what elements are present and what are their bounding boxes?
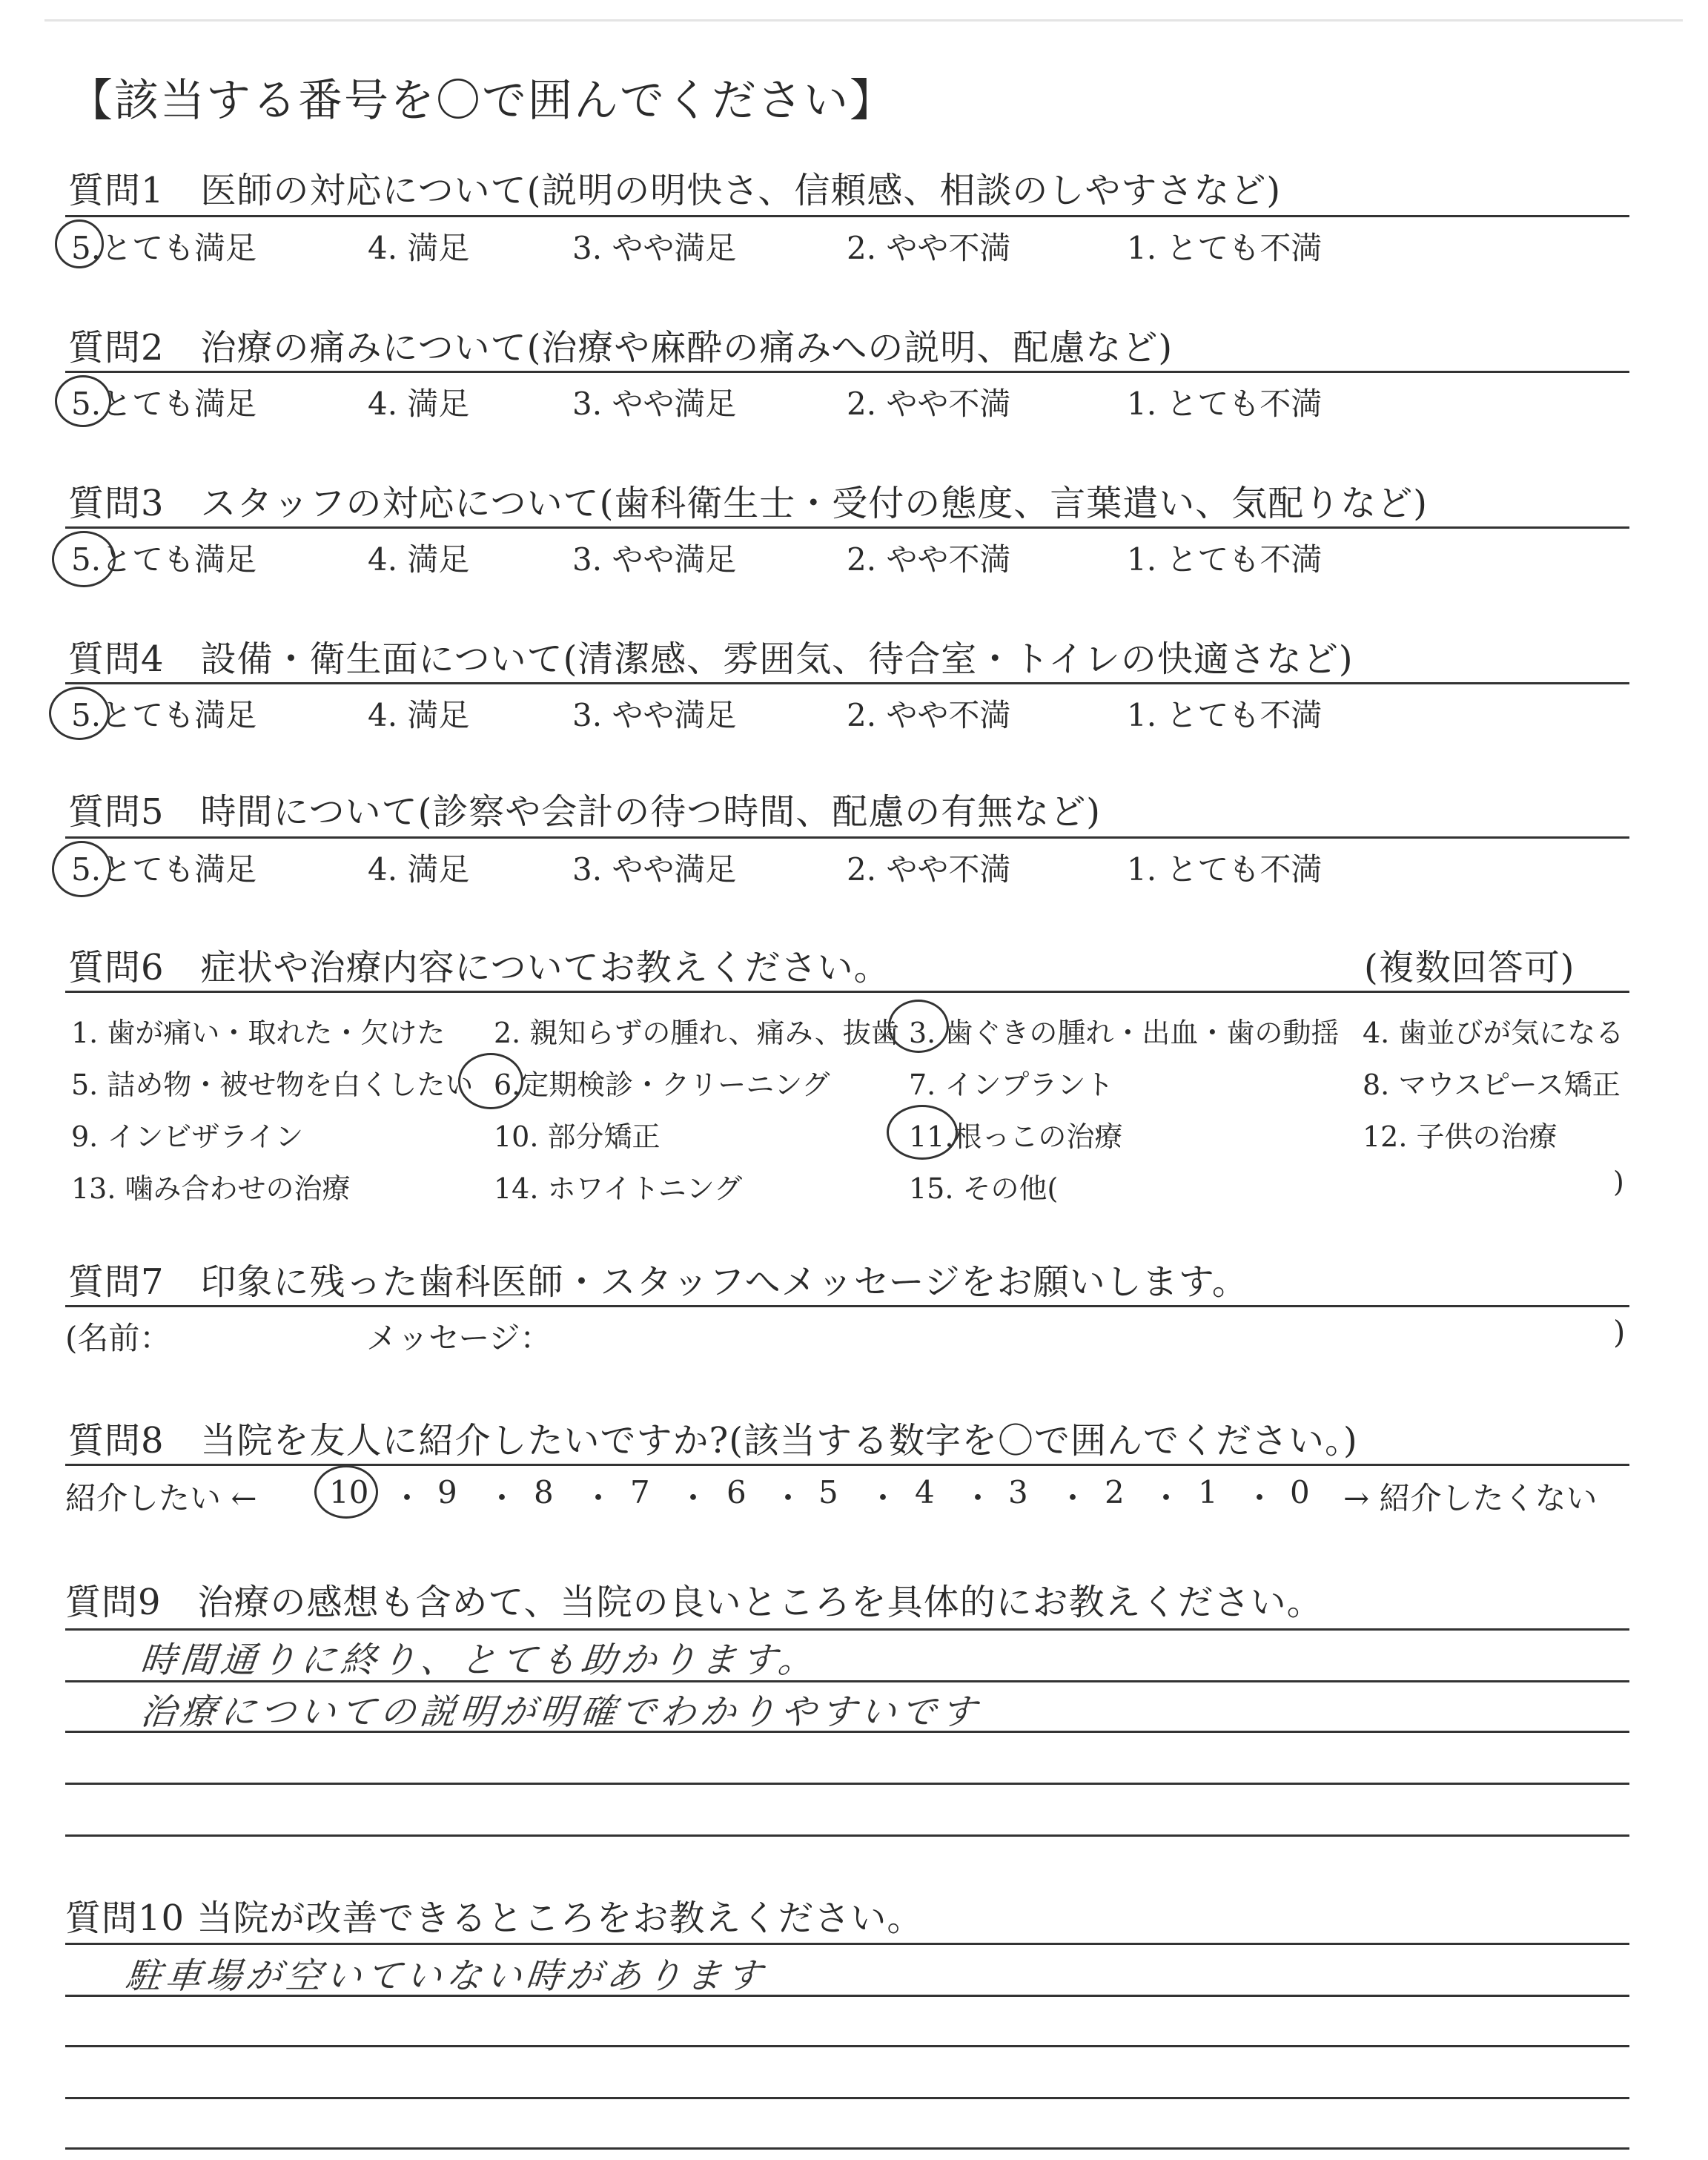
q3-option-1[interactable]: 1. とても不満 bbox=[1127, 541, 1323, 578]
q8-selection-circle bbox=[314, 1465, 378, 1519]
q4-option-4[interactable]: 4. 満足 bbox=[368, 697, 470, 733]
q6-option-12[interactable]: 12. 子供の治療 bbox=[1363, 1120, 1558, 1153]
question-2-rule bbox=[65, 371, 1629, 373]
question-1-rule bbox=[65, 215, 1629, 217]
q8-scale-8[interactable]: 8 bbox=[534, 1474, 554, 1510]
q10-rule-1 bbox=[65, 1943, 1629, 1945]
q6-selection-circle-11 bbox=[887, 1105, 958, 1160]
question-6-rule bbox=[65, 991, 1629, 993]
q5-option-1[interactable]: 1. とても不満 bbox=[1127, 851, 1323, 888]
q3-option-5[interactable]: 5.とても満足 bbox=[71, 541, 257, 578]
question-4-rule bbox=[65, 682, 1629, 684]
q6-option-2[interactable]: 2. 親知らずの腫れ、痛み、抜歯 bbox=[494, 1017, 899, 1049]
q8-dot: ・ bbox=[867, 1480, 899, 1516]
q5-option-3[interactable]: 3. やや満足 bbox=[572, 851, 737, 888]
q6-option-15[interactable]: 15. その他( bbox=[909, 1172, 1059, 1205]
q8-scale-4[interactable]: 4 bbox=[915, 1474, 935, 1510]
q1-selection-circle bbox=[55, 219, 104, 268]
q7-message-label: メッセージ： bbox=[366, 1320, 552, 1356]
q9-answer-line-1: 時間通りに終り、とても助かります。 bbox=[138, 1639, 821, 1681]
q1-option-1[interactable]: 1. とても不満 bbox=[1127, 230, 1323, 266]
question-5-label: 質問5 時間について(診察や会計の待つ時間、配慮の有無など) bbox=[68, 791, 1102, 833]
q8-dot: ・ bbox=[962, 1480, 994, 1516]
q8-scale-0[interactable]: 0 bbox=[1290, 1474, 1310, 1510]
q9-rule-5 bbox=[65, 1834, 1629, 1837]
q8-scale-5[interactable]: 5 bbox=[818, 1474, 838, 1510]
q2-option-2[interactable]: 2. やや不満 bbox=[847, 386, 1011, 422]
form-title: 【該当する番号を〇で囲んでください】 bbox=[68, 75, 896, 127]
q8-dot: ・ bbox=[1057, 1480, 1089, 1516]
q8-scale-7[interactable]: 7 bbox=[630, 1474, 650, 1510]
q8-dot: ・ bbox=[583, 1480, 615, 1516]
q2-option-1[interactable]: 1. とても不満 bbox=[1127, 386, 1323, 422]
q3-option-3[interactable]: 3. やや満足 bbox=[572, 541, 737, 578]
q2-selection-circle bbox=[55, 375, 111, 427]
question-10-label: 質問10 当院が改善できるところをお教えください。 bbox=[65, 1898, 924, 1939]
q8-dot: ・ bbox=[1244, 1480, 1276, 1516]
q6-option-15-close: ) bbox=[1613, 1166, 1624, 1198]
question-7-rule bbox=[65, 1305, 1629, 1307]
q1-option-2[interactable]: 2. やや不満 bbox=[847, 230, 1011, 266]
q6-option-8[interactable]: 8. マウスピース矯正 bbox=[1363, 1069, 1621, 1101]
q1-option-4[interactable]: 4. 満足 bbox=[368, 230, 470, 266]
q8-right-label: → 紹介したくない bbox=[1343, 1480, 1598, 1516]
q2-option-5[interactable]: 5.とても満足 bbox=[71, 386, 257, 422]
question-3-rule bbox=[65, 526, 1629, 529]
q3-option-4[interactable]: 4. 満足 bbox=[368, 541, 470, 578]
q1-option-5[interactable]: 5.とても満足 bbox=[71, 230, 257, 266]
q3-selection-circle bbox=[52, 531, 116, 587]
q6-option-3[interactable]: 3. 歯ぐきの腫れ・出血・歯の動揺 bbox=[909, 1017, 1340, 1049]
q8-dot: ・ bbox=[1151, 1480, 1182, 1516]
q9-answer-line-2: 治療についての説明が明確でわかりやすいです bbox=[138, 1691, 983, 1733]
q5-option-5[interactable]: 5.とても満足 bbox=[71, 851, 257, 888]
question-7-label: 質問7 印象に残った歯科医師・スタッフへメッセージをお願いします。 bbox=[68, 1261, 1248, 1303]
q9-rule-1 bbox=[65, 1628, 1629, 1631]
q7-close-paren: ) bbox=[1613, 1314, 1626, 1350]
q6-selection-circle-3 bbox=[888, 1000, 949, 1053]
q8-scale-6[interactable]: 6 bbox=[726, 1474, 747, 1510]
q6-option-4[interactable]: 4. 歯並びが気になる bbox=[1363, 1017, 1624, 1049]
q10-rule-4 bbox=[65, 2097, 1629, 2099]
q8-scale-9[interactable]: 9 bbox=[437, 1474, 457, 1510]
question-1-label: 質問1 医師の対応について(説明の明快さ、信頼感、相談のしやすさなど) bbox=[68, 170, 1282, 211]
q2-option-3[interactable]: 3. やや満足 bbox=[572, 386, 737, 422]
q4-option-5[interactable]: 5.とても満足 bbox=[71, 697, 257, 733]
q4-option-1[interactable]: 1. とても不満 bbox=[1127, 697, 1323, 733]
question-8-label: 質問8 当院を友人に紹介したいですか?(該当する数字を〇で囲んでください。) bbox=[68, 1420, 1358, 1462]
q1-option-3[interactable]: 3. やや満足 bbox=[572, 230, 737, 266]
question-6-label: 質問6 症状や治療内容についてお教えください。 bbox=[68, 947, 890, 988]
question-9-label: 質問9 治療の感想も含めて、当院の良いところを具体的にお教えください。 bbox=[65, 1582, 1323, 1623]
q6-selection-circle-6 bbox=[458, 1053, 523, 1109]
question-5-rule bbox=[65, 836, 1629, 839]
q6-option-11[interactable]: 11.根っこの治療 bbox=[909, 1120, 1123, 1153]
q5-option-2[interactable]: 2. やや不満 bbox=[847, 851, 1011, 888]
q4-selection-circle bbox=[49, 687, 110, 740]
q8-scale-3[interactable]: 3 bbox=[1008, 1474, 1028, 1510]
q8-scale-1[interactable]: 1 bbox=[1198, 1474, 1218, 1510]
q6-option-14[interactable]: 14. ホワイトニング bbox=[494, 1172, 743, 1205]
q4-option-2[interactable]: 2. やや不満 bbox=[847, 697, 1011, 733]
question-4-label: 質問4 設備・衛生面について(清潔感、雰囲気、待合室・トイレの快適さなど) bbox=[68, 638, 1354, 680]
q3-option-2[interactable]: 2. やや不満 bbox=[847, 541, 1011, 578]
q10-answer-line-1: 駐車場が空いていない時があります bbox=[123, 1955, 769, 1997]
question-6-note: (複数回答可) bbox=[1364, 947, 1575, 988]
q6-option-10[interactable]: 10. 部分矯正 bbox=[494, 1120, 661, 1153]
q7-name-label: (名前： bbox=[65, 1320, 171, 1356]
q4-option-3[interactable]: 3. やや満足 bbox=[572, 697, 737, 733]
question-2-label: 質問2 治療の痛みについて(治療や麻酔の痛みへの説明、配慮など) bbox=[68, 327, 1174, 369]
q5-option-4[interactable]: 4. 満足 bbox=[368, 851, 470, 888]
question-3-label: 質問3 スタッフの対応について(歯科衛生士・受付の態度、言葉遣い、気配りなど) bbox=[68, 483, 1429, 524]
q5-selection-circle bbox=[52, 841, 111, 897]
q6-option-9[interactable]: 9. インビザライン bbox=[71, 1120, 304, 1153]
q6-option-7[interactable]: 7. インプラント bbox=[909, 1069, 1114, 1101]
q9-rule-4 bbox=[65, 1783, 1629, 1785]
q8-left-label: 紹介したい ← bbox=[65, 1480, 257, 1516]
question-8-rule bbox=[65, 1464, 1629, 1466]
page-top-border bbox=[44, 19, 1683, 22]
q8-dot: ・ bbox=[678, 1480, 709, 1516]
q6-option-13[interactable]: 13. 噛み合わせの治療 bbox=[71, 1172, 351, 1205]
q6-option-5[interactable]: 5. 詰め物・被せ物を白くしたい bbox=[71, 1069, 474, 1101]
q8-dot: ・ bbox=[391, 1480, 423, 1516]
q8-dot: ・ bbox=[772, 1480, 804, 1516]
q8-scale-2[interactable]: 2 bbox=[1105, 1474, 1125, 1510]
q8-dot: ・ bbox=[486, 1480, 518, 1516]
q10-rule-3 bbox=[65, 2045, 1629, 2047]
q2-option-4[interactable]: 4. 満足 bbox=[368, 386, 470, 422]
q6-option-6[interactable]: 6.定期検診・クリーニング bbox=[494, 1069, 830, 1101]
q8-scale-10[interactable]: 10 bbox=[329, 1474, 369, 1510]
q10-rule-5 bbox=[65, 2147, 1629, 2150]
q6-option-1[interactable]: 1. 歯が痛い・取れた・欠けた bbox=[71, 1017, 446, 1049]
